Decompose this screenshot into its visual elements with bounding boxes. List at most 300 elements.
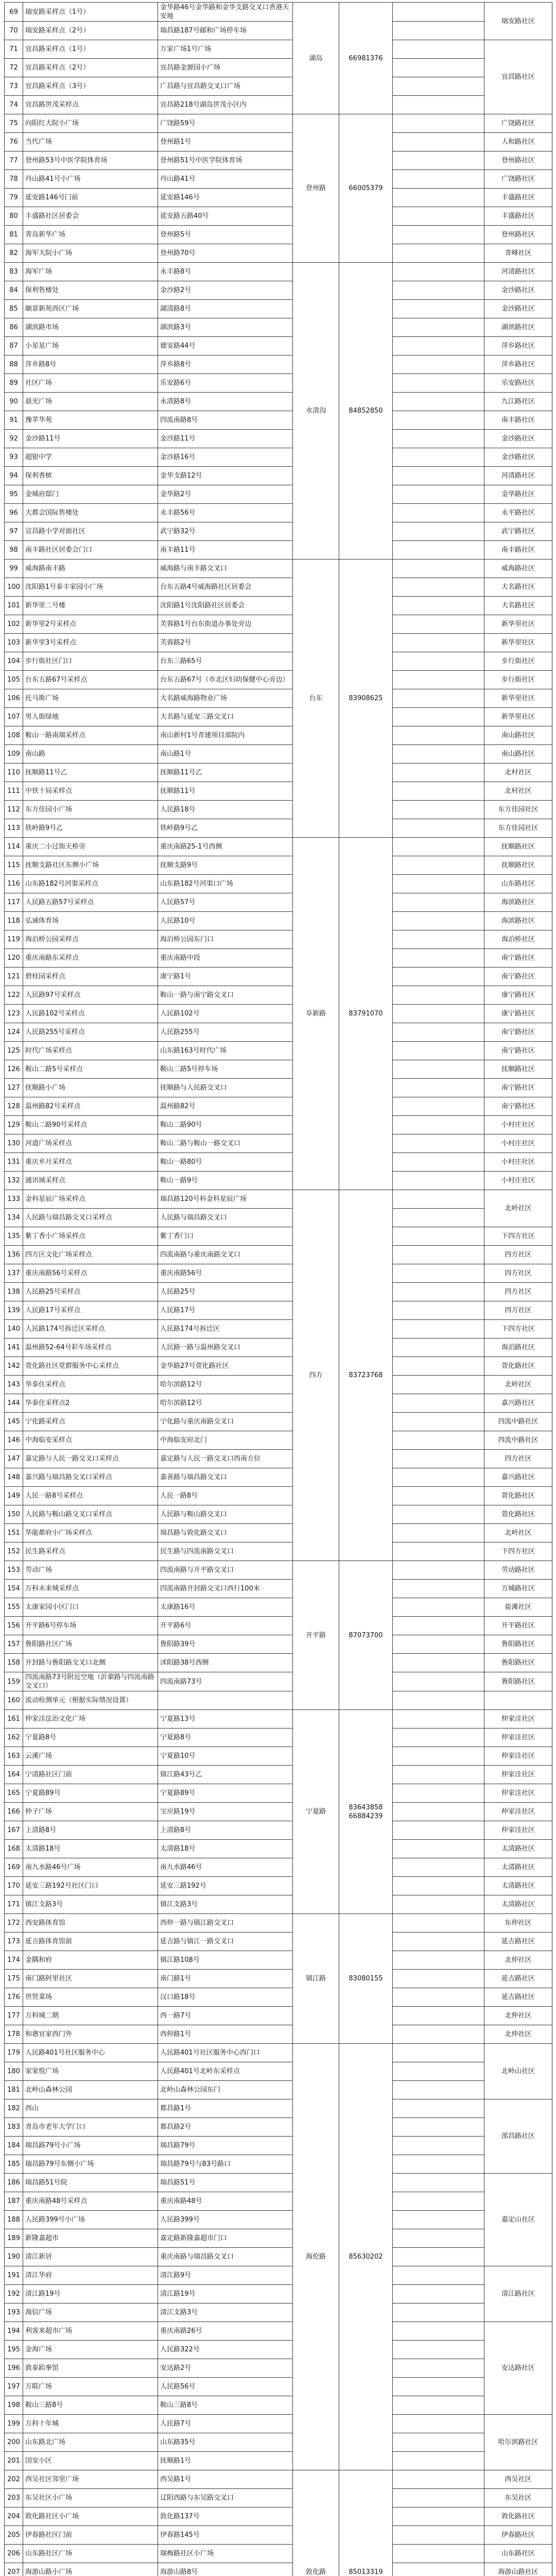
spacer-column [393,2025,484,2044]
community-name: 瑞安路社区 [484,3,552,40]
table-row [5,2229,552,2248]
spacer-column [393,22,484,40]
site-name: 山东路182号河渠采样点 [23,875,158,893]
table-row [5,1190,552,1209]
community-name: 盐滩社区 [484,1598,552,1617]
spacer-column [393,2563,484,2576]
table-row [5,689,552,708]
row-number: 206 [5,2545,23,2563]
table-row [5,170,552,189]
table-row [5,597,552,615]
spacer-column [393,1728,484,1747]
sampling-site-table [4,2,552,2576]
spacer-column [393,1561,484,1580]
row-number: 150 [5,1505,23,1524]
row-number: 193 [5,2303,23,2322]
table-row [5,393,552,411]
community-name: 南山路社区 [484,726,552,745]
spacer-column [393,1153,484,1172]
spacer-column [393,689,484,708]
site-name: 四方区文化广场采样点 [23,1246,158,1264]
community-name: 小村庄社区 [484,1134,552,1153]
site-address: 瑞昌路与敦化路交叉口 [158,1524,293,1543]
table-row [5,2489,552,2507]
row-number: 180 [5,2062,23,2081]
site-name: 上清路8号 [23,1821,158,1840]
district-name: 湖岛 [293,3,339,114]
spacer-column [393,2118,484,2137]
community-name: 广饶路社区 [484,114,552,133]
table-row [5,485,552,504]
spacer-column [393,1710,484,1728]
community-name: 山东路社区 [484,2545,552,2563]
site-name: 通讯城采样点 [23,1172,158,1190]
row-number: 188 [5,2211,23,2229]
site-name: 大都会国际售楼处 [23,504,158,522]
site-address: 南九水路46号 [158,1858,293,1877]
site-address: 人民路401号北岭东采样点 [158,2062,293,2081]
community-name: 登州路社区 [484,226,552,244]
spacer-column [393,504,484,522]
table-row [5,2285,552,2303]
table-row [5,1246,552,1264]
table-row [5,930,552,949]
community-name: 四流中路社区 [484,1431,552,1450]
site-name: 青岛新华广场 [23,226,158,244]
spacer-column [393,40,484,59]
site-name: 清江新居 [23,2248,158,2266]
table-row [5,1060,552,1079]
site-name: 人民路174号拆迁区采样点 [23,1320,158,1338]
spacer-column [393,1172,484,1190]
site-address: 辽阳西路与东吴路交叉口 [158,2489,293,2507]
table-row [5,1617,552,1635]
table-row [5,244,552,263]
community-name: 金沙路社区 [484,281,552,300]
spacer-column [393,2489,484,2507]
table-row [5,263,552,281]
spacer-column [393,1394,484,1413]
site-address: 宝应路19号 [158,1803,293,1821]
site-name: 温州路82号采样点 [23,1097,158,1116]
site-name: 国安小区 [23,2452,158,2470]
site-name: 向阳红大院小广场 [23,114,158,133]
row-number: 86 [5,318,23,337]
district-name: 镇江路 [293,1914,339,2044]
site-name: 人民路与瑞昌路交叉口采样点 [23,1209,158,1227]
spacer-column [393,263,484,281]
row-number: 72 [5,59,23,77]
table-row [5,2415,552,2433]
site-address [158,1691,293,1710]
site-address: 金沙路11号 [158,430,293,448]
site-address: 重庆南路56号 [158,1264,293,1283]
community-name: 金沙路社区 [484,448,552,467]
row-number: 187 [5,2192,23,2211]
spacer-column [393,1190,484,1209]
table-row [5,1654,552,1672]
row-number: 164 [5,1766,23,1784]
site-address: 四流南路与重庆南路交叉口 [158,1246,293,1264]
table-row [5,189,552,207]
site-address: 延吉路与镇江一路交叉口 [158,1933,293,1951]
table-row [5,77,552,96]
community-name: 下四方社区 [484,1320,552,1338]
site-address: 人民路25号 [158,1283,293,1301]
spacer-column [393,2322,484,2341]
site-address: 延安路五路40号 [158,207,293,226]
site-address: 鞍山二路90号 [158,1116,293,1134]
row-number: 136 [5,1246,23,1264]
table-row [5,355,552,374]
spacer-column [393,856,484,875]
table-row [5,2359,552,2378]
site-address: 瑞昌路79号 [158,2137,293,2155]
table-row [5,1023,552,1042]
site-name: 四流南路73号附近空地（沂蒙路与四流南路交叉口） [23,1672,158,1691]
community-name: 南宁路社区 [484,968,552,986]
site-address: 萍乡路8号 [158,355,293,374]
community-name [484,1691,552,1710]
spacer-column [393,2359,484,2378]
site-name: 河道广场采样点 [23,1134,158,1153]
spacer-column [393,1134,484,1153]
table-row [5,1933,552,1951]
district-phone: 83643858 66884239 [339,1710,393,1914]
row-number: 127 [5,1079,23,1097]
spacer-column [393,2433,484,2452]
site-name: 宣昌路小学对面社区 [23,522,158,541]
spacer-column [393,986,484,1005]
community-name: 萍乡路社区 [484,355,552,374]
site-address: 清江路19号 [158,2285,293,2303]
site-name: 人民路五路57号采样点 [23,893,158,912]
community-name: 北岭社区 [484,1190,552,1227]
table-row [5,1357,552,1376]
table-row [5,1153,552,1172]
row-number: 147 [5,1450,23,1468]
site-name: 西山 [23,2099,158,2118]
site-address: 嘉定路新隆嘉超市门口 [158,2229,293,2248]
table-row [5,2452,552,2470]
row-number: 119 [5,930,23,949]
site-name: 山东路北广场 [23,2433,158,2452]
site-address: 延安路146号 [158,189,293,207]
site-address: 抚顺支路9号 [158,856,293,875]
spacer-column [393,3,484,22]
table-row [5,281,552,300]
table-row [5,1376,552,1394]
row-number: 122 [5,986,23,1005]
row-number: 169 [5,1858,23,1877]
site-name: 时代广场采样点 [23,1042,158,1060]
spacer-column [393,893,484,912]
site-name: 南门路阿里社区 [23,1970,158,1988]
spacer-column [393,615,484,634]
spacer-column [393,2155,484,2174]
site-address: 都昌路1号 [158,2099,293,2118]
district-name: 阜新路 [293,838,339,1190]
table-row [5,1821,552,1840]
table-row [5,430,552,448]
site-address: 鞍山二路与鞍山一路交叉口 [158,1134,293,1153]
site-address: 金沙路2号 [158,281,293,300]
table-row [5,3,552,22]
site-name: 南九水路46号广场 [23,1858,158,1877]
site-address: 人民路255号 [158,1023,293,1042]
table-row [5,912,552,930]
row-number: 168 [5,1840,23,1858]
site-address: 沈阳路1号沈阳路社区居委会 [158,597,293,615]
site-address: 广饶路59号 [158,114,293,133]
site-name: 太清路18号 [23,1840,158,1858]
community-name: 伊春路社区 [484,2526,552,2545]
site-name: 中铁十局采样点 [23,782,158,801]
table-row [5,1431,552,1450]
community-name: 抚顺路社区 [484,838,552,856]
row-number: 207 [5,2563,23,2576]
community-name: 四方社区 [484,1283,552,1301]
spacer-column [393,411,484,430]
row-number: 176 [5,1988,23,2007]
site-address: 汉口路18号 [158,1988,293,2007]
community-name: 东吴社区 [484,2489,552,2507]
site-address: 西仲路1号 [158,2025,293,2044]
site-address: 金华路27号萱化路社区 [158,1357,293,1376]
site-name: 托马斯广场 [23,689,158,708]
spacer-column [393,485,484,504]
spacer-column [393,2452,484,2470]
spacer-column [393,1505,484,1524]
spacer-column [393,1023,484,1042]
site-address: 宁夏路8号 [158,1728,293,1747]
spacer-column [393,560,484,578]
site-address: 瑞梅路社区小广场 [158,2545,293,2563]
row-number: 69 [5,3,23,22]
row-number: 99 [5,560,23,578]
site-address: 西仲一路与镇江路交叉口 [158,1914,293,1933]
spacer-column [393,393,484,411]
community-name: 小村庄社区 [484,1153,552,1172]
spacer-column [393,1766,484,1784]
row-number: 140 [5,1320,23,1338]
community-name: 仲家洼社区 [484,1728,552,1747]
spacer-column [393,1413,484,1431]
site-address: 广昌路与宜昌路交叉口广场 [158,77,293,96]
row-number: 84 [5,281,23,300]
table-row [5,1988,552,2007]
community-name: 北岭社区 [484,1524,552,1543]
spacer-column [393,114,484,133]
table-row [5,467,552,485]
site-address: 鞍山一路9号 [158,1172,293,1190]
row-number: 172 [5,1914,23,1933]
community-name: 山东路社区 [484,875,552,893]
site-address: 民生路与四流南路交叉口 [158,1543,293,1561]
table-row [5,1914,552,1933]
spacer-column [393,2507,484,2526]
row-number: 118 [5,912,23,930]
site-name: 海军广场 [23,263,158,281]
row-number: 106 [5,689,23,708]
row-number: 202 [5,2470,23,2489]
row-number: 177 [5,2007,23,2025]
spacer-column [393,1784,484,1803]
site-name: 海泊桥公园采样点 [23,930,158,949]
spacer-column [393,467,484,485]
site-name: 人民路399号小广场 [23,2211,158,2229]
site-address: 紫丁香门口 [158,1227,293,1246]
table-row [5,1338,552,1357]
row-number: 108 [5,726,23,745]
community-name: 仲家洼社区 [484,1803,552,1821]
spacer-column [393,2396,484,2415]
site-address: 人民路18号 [158,801,293,819]
spacer-column [393,2099,484,2118]
spacer-column [393,1543,484,1561]
site-address: 人民路与鞍山路交叉口 [158,1505,293,1524]
row-number: 117 [5,893,23,912]
site-name: 海军大院小广场 [23,244,158,263]
site-address: 宜昌路金源园小广场 [158,59,293,77]
site-address: 人民路322号 [158,2341,293,2359]
row-number: 78 [5,170,23,189]
row-number: 156 [5,1617,23,1635]
row-number: 142 [5,1357,23,1376]
row-number: 199 [5,2415,23,2433]
spacer-column [393,2470,484,2489]
row-number: 133 [5,1190,23,1209]
site-name: 人民路255号采样点 [23,1023,158,1042]
table-row [5,1005,552,1023]
table-row [5,1561,552,1580]
spacer-column [393,151,484,170]
site-name: 仲子广场 [23,1803,158,1821]
spacer-column [393,1840,484,1858]
spacer-column [393,2137,484,2155]
site-address: 南丰路11号 [158,541,293,560]
site-address: 抚顺路11号乙 [158,764,293,782]
site-name: 延吉路体育馆前 [23,1933,158,1951]
site-name: 人民路102号采样点 [23,1005,158,1023]
table-row [5,2396,552,2415]
district-phone: 66981376 [339,3,393,114]
table-row [5,2192,552,2211]
site-name: 嘉兴路与瑞昌路交叉口采样点 [23,1468,158,1487]
community-name: 鲁阳路社区 [484,1672,552,1691]
spacer-column [393,430,484,448]
community-name: 海滨路社区 [484,912,552,930]
site-name: 湖滨路市场 [23,318,158,337]
community-name: 仲家洼社区 [484,1710,552,1728]
community-name: 下四方社区 [484,1543,552,1561]
spacer-column [393,2341,484,2359]
community-name: 哈尔滨路社区 [484,2415,552,2470]
district-name: 四方 [293,1190,339,1561]
site-name: 南丰路社区居委会门口 [23,541,158,560]
table-row [5,1580,552,1598]
community-name: 延吉路社区 [484,1933,552,1951]
spacer-column [393,801,484,819]
row-number: 103 [5,634,23,652]
row-number: 153 [5,1561,23,1580]
community-name: 太清路社区 [484,1895,552,1914]
community-name: 鲁阳路社区 [484,1635,552,1654]
site-address: 沭阳路38号西侧 [158,1654,293,1672]
site-name: 宜昌路采样点（2号） [23,59,158,77]
community-name: 青峰社区 [484,244,552,263]
district-name: 水清沟 [293,263,339,560]
row-number: 90 [5,393,23,411]
table-row [5,560,552,578]
row-number: 87 [5,337,23,355]
site-name: 宁夏路8号 [23,1728,158,1747]
site-name: 金隅和府 [23,1951,158,1970]
spacer-column [393,819,484,838]
site-address: 金华支路12号 [158,467,293,485]
row-number: 186 [5,2174,23,2192]
site-address: 金沙路16号 [158,448,293,467]
community-name: 太清路社区 [484,1877,552,1895]
site-address: 鞍山一路80号 [158,1153,293,1172]
site-address: 人民路399号 [158,2211,293,2229]
site-address: 抚顺路与人民路交叉口 [158,1079,293,1097]
table-row [5,726,552,745]
table-row [5,949,552,968]
district-phone: 84852850 [339,263,393,560]
spacer-column [393,1227,484,1246]
table-row [5,2266,552,2285]
row-number: 165 [5,1784,23,1803]
row-number: 85 [5,300,23,318]
community-name: 四方社区 [484,1301,552,1320]
row-number: 139 [5,1301,23,1320]
spacer-column [393,2229,484,2248]
table-row [5,22,552,40]
site-name: 社区广场 [23,374,158,393]
site-name: 海信广场 [23,2303,158,2322]
site-name: 丰盛路社区居委会 [23,207,158,226]
table-row [5,2007,552,2025]
spacer-column [393,2044,484,2062]
spacer-column [393,2211,484,2229]
site-address: 丹山路41号 [158,170,293,189]
table-row [5,1784,552,1803]
row-number: 91 [5,411,23,430]
spacer-column [393,1933,484,1951]
site-name: 海游山路小广场 [23,2563,158,2576]
community-name: 广饶路社区 [484,170,552,189]
spacer-column [393,2081,484,2099]
community-name: 嘉兴路社区 [484,1468,552,1487]
site-address: 都昌路2号 [158,2118,293,2137]
community-name: 海滨路社区 [484,893,552,912]
table-row [5,1895,552,1914]
spacer-column [393,1301,484,1320]
community-name: 四方社区 [484,1450,552,1468]
community-name: 河清路社区 [484,467,552,485]
spacer-column [393,1524,484,1543]
spacer-column [393,2303,484,2322]
row-number: 158 [5,1654,23,1672]
site-address: 南门路1号 [158,1970,293,1988]
site-address: 海泊桥公园东门口 [158,930,293,949]
table-row [5,634,552,652]
site-name: 清江华府 [23,2266,158,2285]
site-name: 敦化路社区小广场 [23,2507,158,2526]
row-number: 92 [5,430,23,448]
site-address: 人民一路8号 [158,1487,293,1505]
